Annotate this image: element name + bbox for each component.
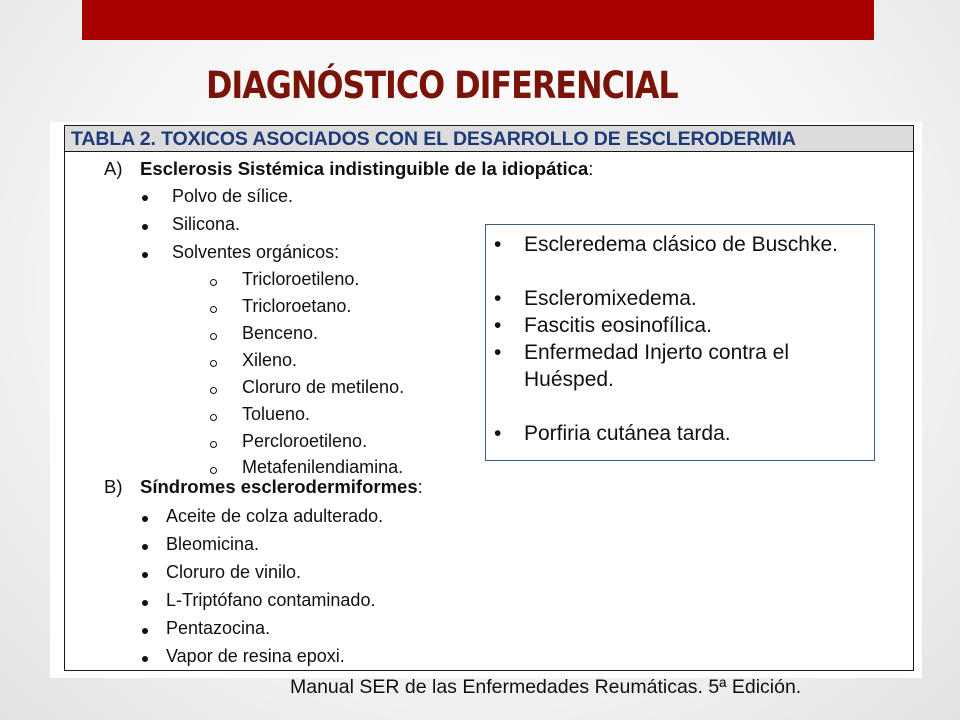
list-item: L-Triptófano contaminado. <box>166 590 376 610</box>
sub-list-item: Xileno. <box>242 350 298 370</box>
section-a-colon: : <box>588 158 594 179</box>
sub-list-item: Tolueno. <box>242 404 311 424</box>
list-item: Polvo de sílice. <box>172 186 294 206</box>
ring-bullet-icon <box>210 333 217 340</box>
ring-bullet-icon <box>210 414 217 421</box>
list-item: Bleomicina. <box>166 534 260 554</box>
bullet-icon <box>142 544 148 550</box>
bullet-icon <box>142 516 148 522</box>
table-title: TABLA 2. TOXICOS ASOCIADOS CON EL DESARROLLO DE ESCLERODERMIA <box>65 126 913 152</box>
bullet-icon <box>142 600 148 606</box>
sub-list-item: Metafenilendiamina. <box>242 457 404 477</box>
bullet-icon: • <box>494 233 502 256</box>
bullet-icon: • <box>494 314 502 337</box>
bullet-icon: • <box>494 341 502 364</box>
bullet-icon <box>142 628 148 634</box>
list-item: Vapor de resina epoxi. <box>166 646 345 666</box>
section-a-heading <box>104 158 593 180</box>
list-item: Solventes orgánicos: <box>172 242 340 262</box>
list-item: Pentazocina. <box>166 618 271 638</box>
sub-list-item: Tricloroetileno. <box>242 269 360 289</box>
section-b-title: Síndromes esclerodermiformes <box>140 476 418 497</box>
section-b-heading <box>104 476 423 498</box>
source-caption: Manual SER de las Enfermedades Reumáticas. 5ª Edición. <box>290 676 802 698</box>
sub-list-item: Percloroetileno. <box>242 431 368 451</box>
section-b-colon: : <box>417 476 423 497</box>
bullet-icon: • <box>494 422 502 445</box>
bullet-icon <box>142 656 148 662</box>
bullet-icon <box>142 252 148 258</box>
ring-bullet-icon <box>210 306 217 313</box>
section-b-letter: B) <box>104 476 123 497</box>
bullet-icon <box>142 572 148 578</box>
list-item: Silicona. <box>172 214 241 234</box>
callout-item: Escleredema clásico de Buschke. <box>524 233 838 256</box>
bullet-icon <box>142 195 148 201</box>
ring-bullet-icon <box>210 387 217 394</box>
top-accent-bar <box>82 0 874 40</box>
sub-list-item: Cloruro de metileno. <box>242 377 405 397</box>
callout-item: Porfiria cutánea tarda. <box>524 422 731 445</box>
callout-item: Escleromixedema. <box>524 287 697 310</box>
bullet-icon <box>142 224 148 230</box>
bullet-icon: • <box>494 287 502 310</box>
slide-title: DIAGNÓSTICO DIFERENCIAL <box>206 64 678 107</box>
section-a-letter: A) <box>104 158 123 179</box>
ring-bullet-icon <box>210 467 217 474</box>
sub-list-item: Tricloroetano. <box>242 296 352 316</box>
sub-list-item: Benceno. <box>242 323 319 343</box>
ring-bullet-icon <box>210 279 217 286</box>
section-a-title: Esclerosis Sistémica indistinguible de la idiopática <box>140 158 589 179</box>
ring-bullet-icon <box>210 360 217 367</box>
ring-bullet-icon <box>210 441 217 448</box>
callout-item: Fascitis eosinofílica. <box>524 314 712 337</box>
list-item: Aceite de colza adulterado. <box>166 506 384 526</box>
list-item: Cloruro de vinilo. <box>166 562 302 582</box>
callout-item: Enfermedad Injerto contra el Huésped. <box>524 341 789 391</box>
